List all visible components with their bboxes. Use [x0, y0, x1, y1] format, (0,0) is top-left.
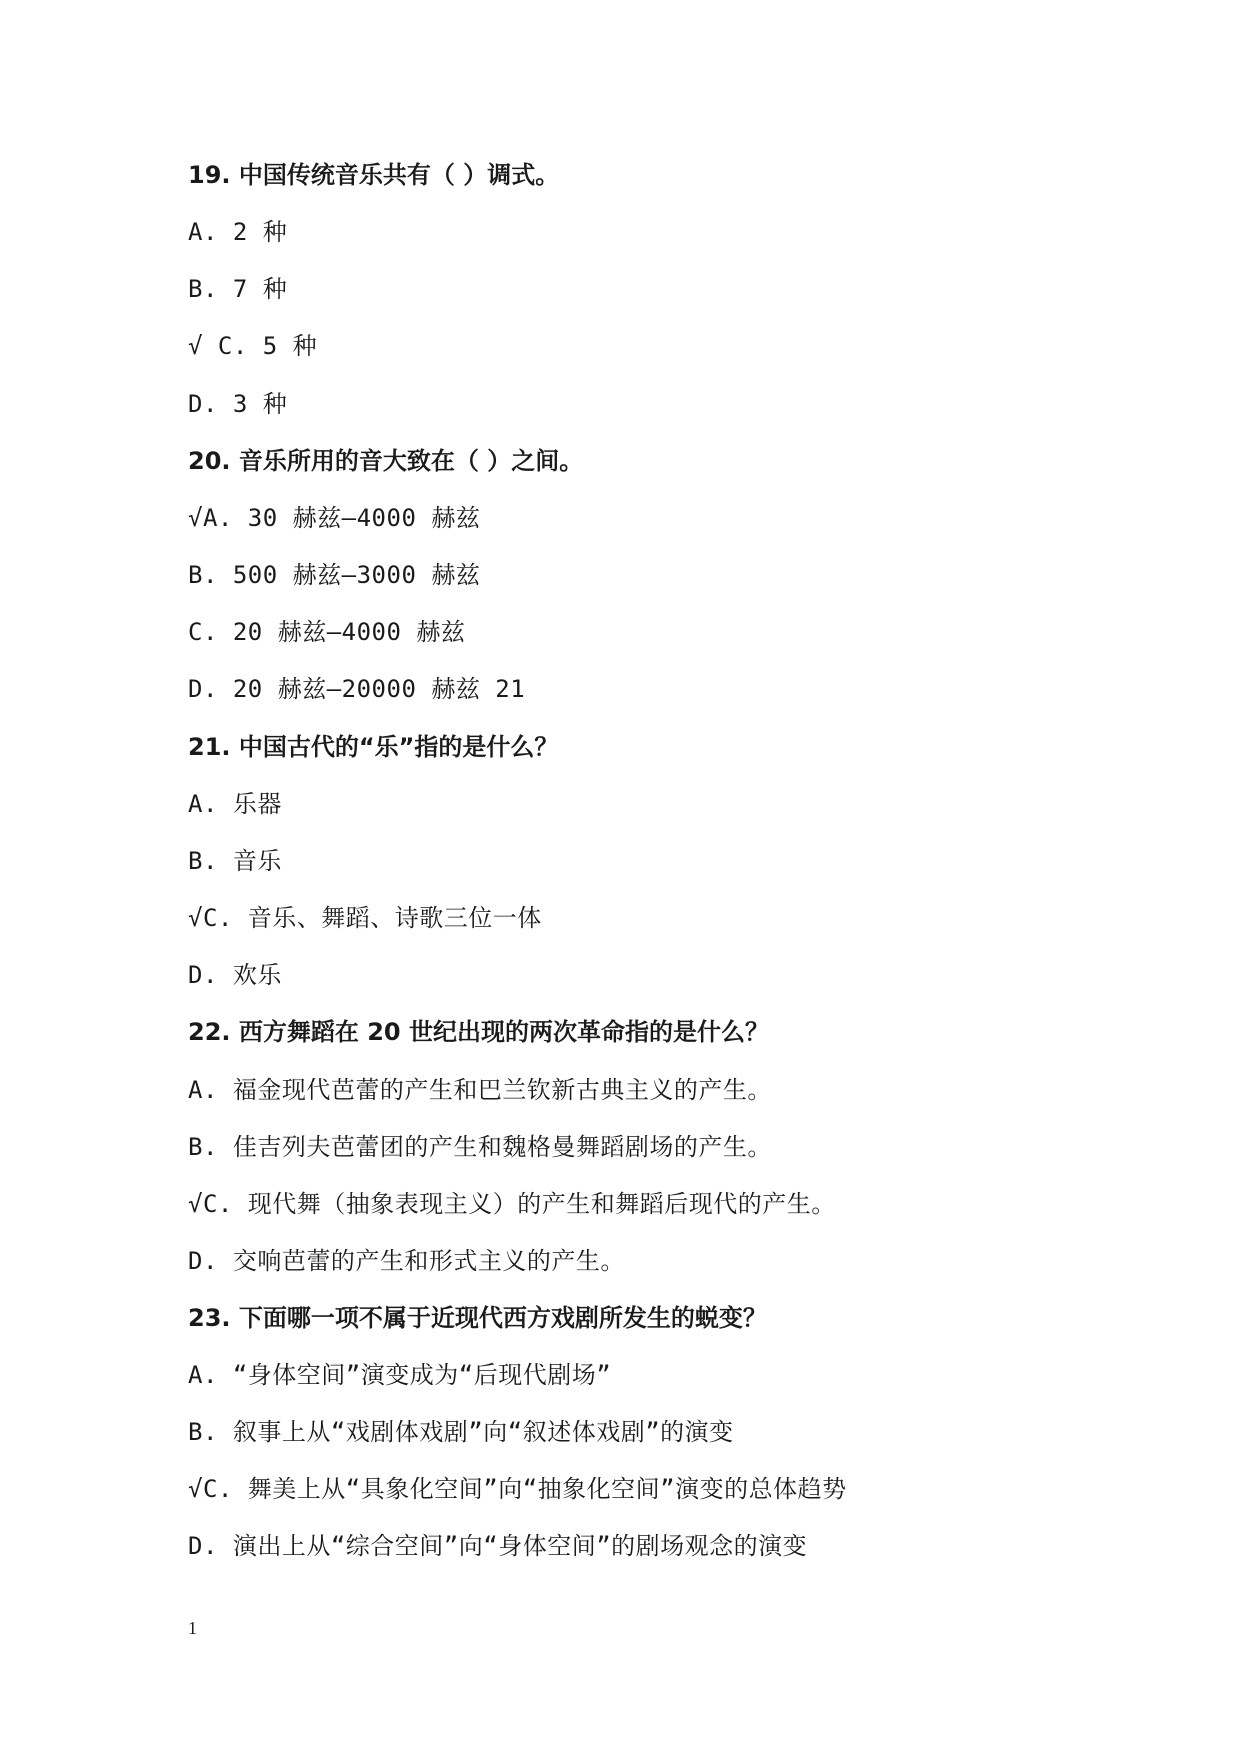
option-23-a: A. “身体空间”演变成为“后现代剧场” [188, 1361, 612, 1389]
option-22-d: D. 交响芭蕾的产生和形式主义的产生。 [188, 1247, 625, 1275]
option-20-c: C. 20 赫兹—4000 赫兹 [188, 618, 466, 646]
option-22-a: A. 福金现代芭蕾的产生和巴兰钦新古典主义的产生。 [188, 1076, 772, 1104]
option-21-b: B. 音乐 [188, 847, 282, 875]
option-20-a: √A. 30 赫兹—4000 赫兹 [188, 504, 481, 532]
question-22: 22. 西方舞蹈在 20 世纪出现的两次革命指的是什么？ [188, 1018, 769, 1046]
option-23-b: B. 叙事上从“戏剧体戏剧”向“叙述体戏剧”的演变 [188, 1418, 734, 1446]
option-22-b: B. 佳吉列夫芭蕾团的产生和魏格曼舞蹈剧场的产生。 [188, 1133, 772, 1161]
question-20: 20. 音乐所用的音大致在（ ）之间。 [188, 447, 584, 475]
option-21-d: D. 欢乐 [188, 961, 282, 989]
option-20-b: B. 500 赫兹—3000 赫兹 [188, 561, 481, 589]
option-20-d: D. 20 赫兹—20000 赫兹 21 [188, 675, 526, 703]
option-23-c: √C. 舞美上从“具象化空间”向“抽象化空间”演变的总体趋势 [188, 1475, 847, 1503]
option-19-c: √ C. 5 种 [188, 332, 318, 360]
question-21: 21. 中国古代的“乐”指的是什么？ [188, 733, 559, 761]
question-19: 19. 中国传统音乐共有（ ）调式。 [188, 161, 560, 189]
option-19-d: D. 3 种 [188, 390, 288, 418]
option-22-c: √C. 现代舞（抽象表现主义）的产生和舞蹈后现代的产生。 [188, 1190, 836, 1218]
page-number: 1 [188, 1618, 197, 1638]
question-23: 23. 下面哪一项不属于近现代西方戏剧所发生的蜕变？ [188, 1304, 767, 1332]
option-19-b: B. 7 种 [188, 275, 288, 303]
option-21-a: A. 乐器 [188, 790, 282, 818]
option-23-d: D. 演出上从“综合空间”向“身体空间”的剧场观念的演变 [188, 1532, 808, 1560]
option-21-c: √C. 音乐、舞蹈、诗歌三位一体 [188, 904, 542, 932]
option-19-a: A. 2 种 [188, 218, 288, 246]
